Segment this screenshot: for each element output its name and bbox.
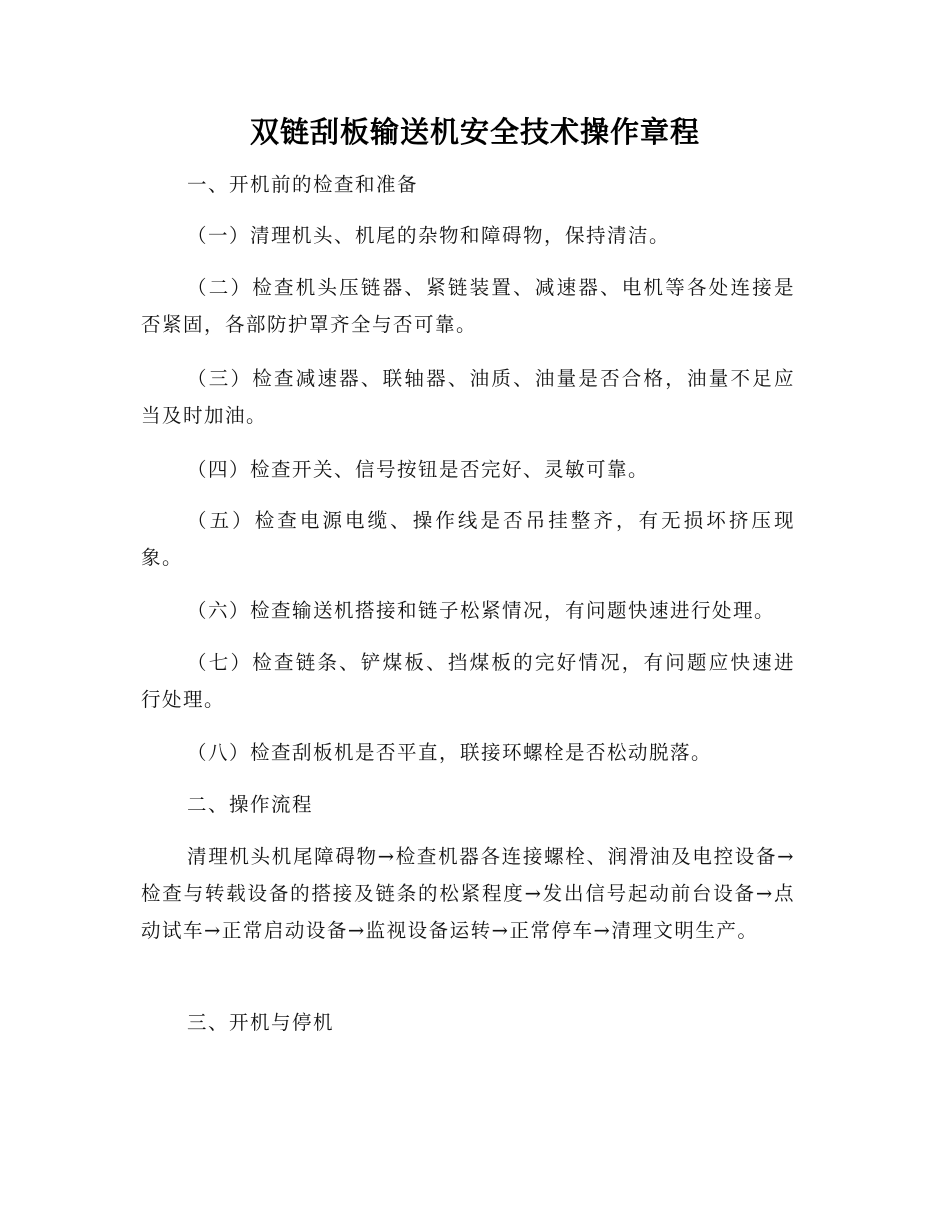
paragraph-item-8: （八）检查刮板机是否平直，联接环螺栓是否松动脱落。 — [187, 741, 713, 764]
section-heading-2: 二、操作流程 — [187, 793, 314, 816]
section-heading-1: 一、开机前的检查和准备 — [187, 173, 419, 196]
paragraph-item-6: （六）检查输送机搭接和链子松紧情况，有问题快速进行处理。 — [187, 599, 776, 622]
section-heading-3: 三、开机与停机 — [187, 1011, 335, 1034]
paragraph-item-1: （一）清理机头、机尾的杂物和障碍物，保持清洁。 — [187, 224, 671, 247]
paragraph-item-5: （五）检查电源电缆、操作线是否吊挂整齐，有无损坏挤压现象。 — [141, 509, 795, 569]
document-title: 双链刮板输送机安全技术操作章程 — [249, 115, 700, 149]
paragraph-item-3: （三）检查减速器、联轴器、油质、油量是否合格，油量不足应当及时加油。 — [141, 367, 795, 427]
paragraph-process-flow: 清理机头机尾障碍物→检查机器各连接螺栓、润滑油及电控设备→检查与转载设备的搭接及链条的松紧程度→发出信号起动前台设备→点动试车→正常启动设备→监视设备运转→正常停车→清理文明生产。 — [141, 845, 795, 942]
paragraph-item-2: （二）检查机头压链器、紧链装置、减速器、电机等各处连接是否紧固，各部防护罩齐全与否可靠。 — [141, 276, 795, 336]
paragraph-item-4: （四）检查开关、信号按钮是否完好、灵敏可靠。 — [187, 458, 650, 481]
paragraph-item-7: （七）检查链条、铲煤板、挡煤板的完好情况，有问题应快速进行处理。 — [141, 651, 795, 711]
